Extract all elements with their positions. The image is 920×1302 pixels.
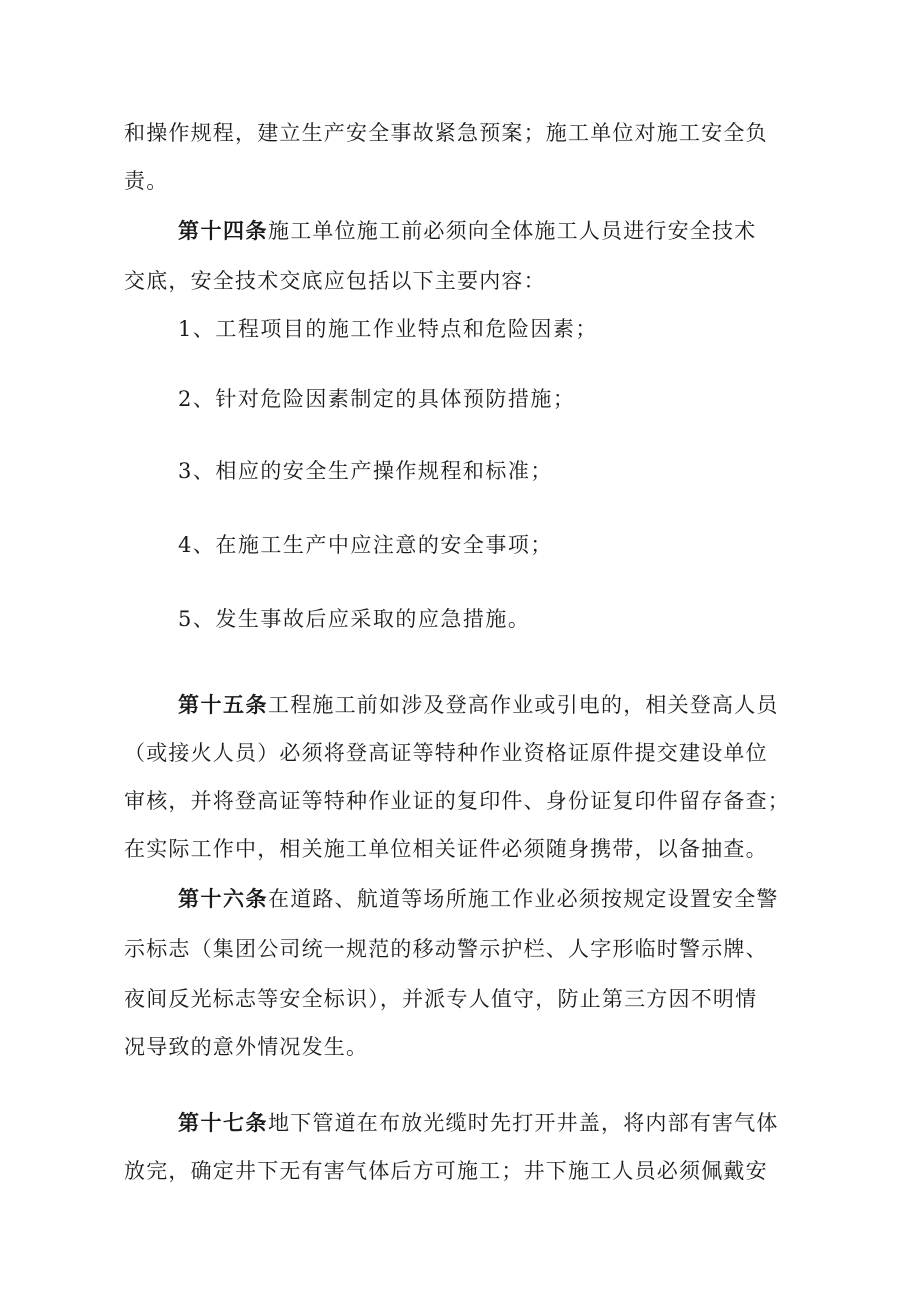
paragraph-line: （或接火人员）必须将登高证等特种作业资格证原件提交建设单位 [124, 741, 768, 765]
list-item: 2、针对危险因素制定的具体预防措施； [178, 387, 576, 411]
article-text: 地下管道在布放光缆时先打开井盖，将内部有害气体 [268, 1111, 779, 1135]
article-text: 施工单位施工前必须向全体施工人员进行安全技术 [268, 219, 757, 243]
article-heading: 第十四条 [178, 219, 268, 243]
paragraph-line: 交底，安全技术交底应包括以下主要内容： [124, 269, 546, 293]
paragraph-line: 责。 [124, 169, 169, 193]
list-item: 3、相应的安全生产操作规程和标准； [178, 459, 553, 483]
paragraph-line: 夜间反光标志等安全标识），并派专人值守，防止第三方因不明情 [124, 987, 758, 1011]
paragraph-line: 审核，并将登高证等特种作业证的复印件、身份证复印件留存备查； [124, 789, 790, 813]
article-heading: 第十五条 [178, 693, 268, 717]
article-14-first-line [178, 216, 868, 246]
article-heading: 第十六条 [178, 887, 268, 911]
article-17-first-line [178, 1108, 868, 1138]
paragraph-line: 放完，确定井下无有害气体后方可施工；井下施工人员必须佩戴安 [124, 1159, 768, 1183]
list-item: 4、在施工生产中应注意的安全事项； [178, 533, 553, 557]
paragraph-line: 和操作规程，建立生产安全事故紧急预案；施工单位对施工安全负 [124, 121, 768, 145]
list-item: 5、发生事故后应采取的应急措施。 [178, 607, 531, 631]
article-text: 工程施工前如涉及登高作业或引电的，相关登高人员 [268, 693, 779, 717]
list-item: 1、工程项目的施工作业特点和危险因素； [178, 317, 598, 341]
article-text: 在道路、航道等场所施工作业必须按规定设置安全警 [268, 887, 779, 911]
paragraph-line: 在实际工作中，相关施工单位相关证件必须随身携带，以备抽查。 [124, 837, 768, 861]
paragraph-line: 况导致的意外情况发生。 [124, 1035, 369, 1059]
paragraph-line: 示标志（集团公司统一规范的移动警示护栏、人字形临时警示牌、 [124, 937, 768, 961]
article-16-first-line [178, 884, 868, 914]
article-heading: 第十七条 [178, 1111, 268, 1135]
article-15-first-line [178, 690, 868, 720]
